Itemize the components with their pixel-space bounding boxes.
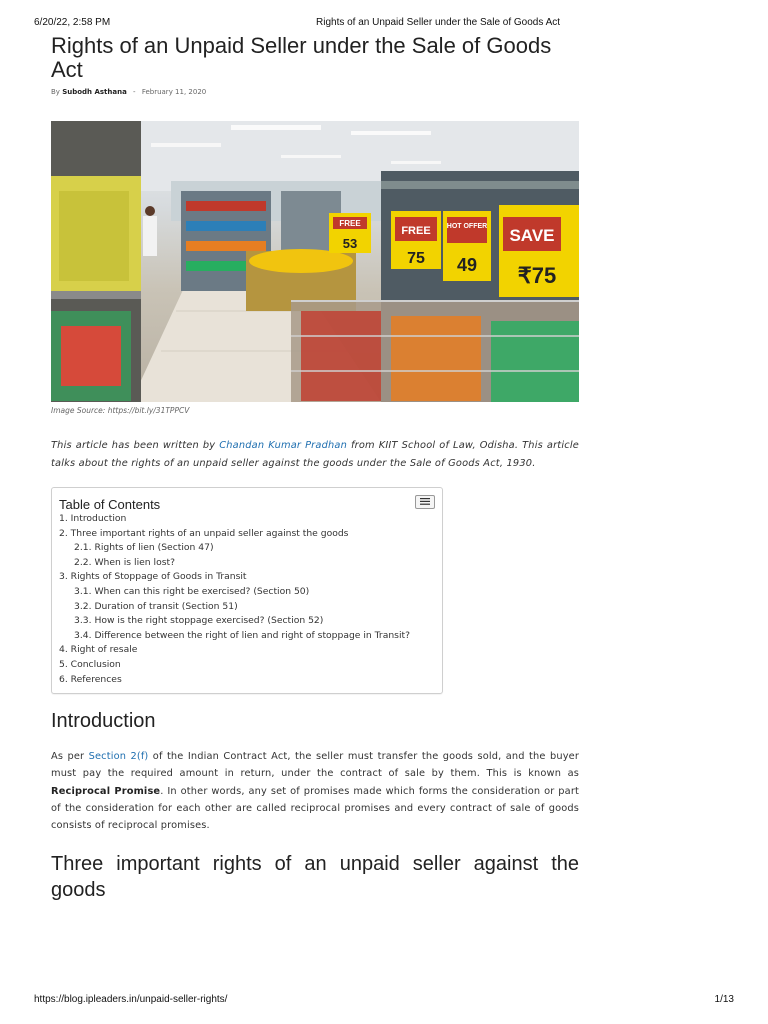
toc-item-stoppage[interactable]: 3. Rights of Stoppage of Goods in Transit: [59, 571, 247, 583]
toc-item-how-exercised[interactable]: 3.3. How is the right stoppage exercised? (Section 52): [74, 615, 324, 627]
intro-text-pre: As per: [51, 751, 89, 763]
rights-heading: Three important rights of an unpaid seller against the goods: [51, 853, 579, 902]
author-note-post: from KIIT School of Law, Odisha. This article talks about the rights of an unpaid seller against the goods under the Sale of Goods Act, 1930.: [51, 440, 579, 469]
sign-hot-offer: HOT OFFER: [446, 223, 488, 230]
sign-free: FREE: [401, 225, 431, 237]
author-note: [51, 437, 579, 473]
author-note-pre: This article has been written by: [51, 440, 220, 451]
toc-item-references[interactable]: 6. References: [59, 673, 122, 685]
publish-date: February 11, 2020: [141, 88, 207, 96]
sign-53-header: FREE: [339, 219, 361, 228]
toc-item-conclusion[interactable]: 5. Conclusion: [59, 658, 121, 670]
supermarket-aisle-illustration: [51, 121, 579, 402]
toc-item-lien-lost[interactable]: 2.2. When is lien lost?: [74, 556, 175, 568]
introduction-paragraph: [51, 748, 579, 834]
intro-text-post: . In other words, any set of promises made which forms the consideration or part of the consideration for each other are called reciprocal promises and every contract of sale of goods consists of reciprocal promises.: [51, 785, 580, 831]
toc-item-difference[interactable]: 3.4. Difference between the right of lien and right of stoppage in Transit?: [74, 629, 410, 641]
sign-save: SAVE: [509, 226, 555, 245]
reciprocal-promise-term: Reciprocal Promise: [51, 785, 161, 797]
introduction-heading: Introduction: [51, 710, 156, 733]
toc-item-introduction[interactable]: 1. Introduction: [59, 513, 127, 524]
print-page-title: Rights of an Unpaid Seller under the Sale of Goods Act: [316, 17, 561, 28]
intro-text-mid: of the Indian Contract Act, the seller must transfer the goods sold, and the buyer must pay the required amount in return, under the contract of sale by them. This is known as: [51, 751, 579, 780]
author-link[interactable]: Subodh Asthana: [62, 88, 127, 96]
sign-53: 53: [342, 236, 358, 251]
toc-item-three-rights[interactable]: 2. Three important rights of an unpaid seller against the goods: [59, 527, 349, 539]
toc-item-resale[interactable]: 4. Right of resale: [59, 644, 138, 656]
byline-separator: -: [133, 88, 136, 96]
sign-75: 75: [407, 250, 425, 267]
sign-49: 49: [456, 255, 478, 275]
toc-list: [59, 512, 435, 687]
sign-rupee-75: ₹75: [517, 263, 557, 288]
byline: [51, 88, 579, 96]
contributor-link[interactable]: Chandan Kumar Pradhan: [219, 440, 348, 451]
image-caption: Image Source: https://bit.ly/31TPPCV: [51, 406, 190, 415]
hero-image: [51, 121, 579, 402]
table-of-contents: [51, 487, 443, 694]
toc-toggle-button[interactable]: [415, 495, 435, 509]
article-title: Rights of an Unpaid Seller under the Sale of Goods Act: [51, 33, 552, 82]
list-icon: [420, 498, 430, 505]
toc-item-when-exercised[interactable]: 3.1. When can this right be exercised? (Section 50): [74, 585, 310, 597]
toc-header: [59, 494, 435, 512]
print-datetime: 6/20/22, 2:58 PM: [34, 17, 111, 28]
toc-item-rights-of-lien[interactable]: 2.1. Rights of lien (Section 47): [74, 542, 214, 554]
toc-item-duration-transit[interactable]: 3.2. Duration of transit (Section 51): [74, 600, 238, 612]
print-url: https://blog.ipleaders.in/unpaid-seller-rights/: [34, 994, 228, 1005]
byline-prefix: By: [51, 88, 60, 96]
page-number: 1/13: [714, 994, 734, 1005]
section-2f-link[interactable]: Section 2(f): [88, 751, 149, 763]
article: [51, 34, 579, 903]
toc-title: Table of Contents: [59, 497, 161, 512]
